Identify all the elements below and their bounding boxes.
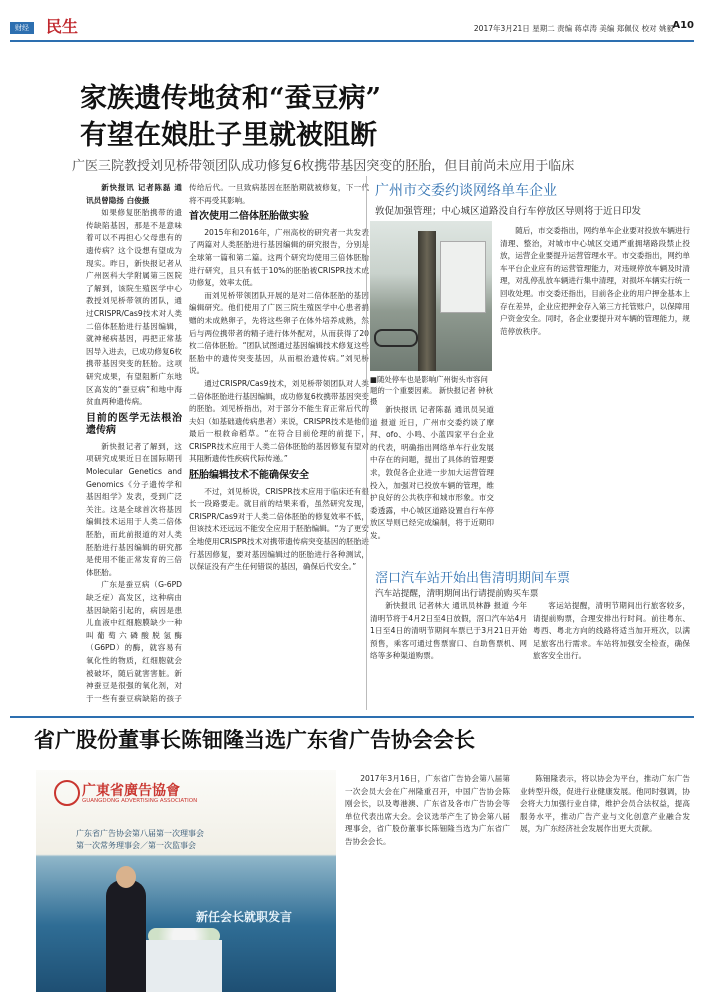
org-name-en: GUANGDONG ADVERTISING ASSOCIATION	[82, 798, 198, 804]
dateline: 2017年3月21日 星期二 责编 蒋卓涛 美编 郑佩仪 校对 姚毅	[473, 24, 674, 33]
paragraph: 陈钿隆表示，将以协会为平台，推动广东广告业转型升级，促进行业健康发展。他同时强调，协会将大力加强行业自律，维护会员合法权益，提高服务水平，推动广告产业与文化创意产业融合发展，为广东经济社会发展作出更大贡献。	[520, 774, 690, 834]
side-article-col1	[370, 404, 494, 554]
building-shape	[440, 241, 486, 313]
page-header	[10, 18, 694, 42]
paragraph: 新快报讯 记者林大 通讯员林静 报道 今年清明节将于4月2日至4日放假，滘口汽车站4月1日至4日的清明节期间车票已于3月21日开始预售，乘客可通过售票窗口、自助售票机、网络等多种渠道购票。	[370, 601, 527, 661]
paragraph: 新快报讯 记者陈磊 通讯员吴道道 报道 近日，广州市交委约谈了摩拜、ofo、小鸣、小蓝四家平台企业的代表，明确指出网络单车行业发展中存在的问题，提出了具体的管理要求，敦促各企业进一步加大运营管理投入，加强对已投放车辆的管理，维护良好的公共秩序和城市形象。市交委透露，中心城区道路设置自行车停放区导则已经完成编制，将于近期印发。	[370, 405, 494, 540]
bottom-article-col1	[345, 773, 510, 997]
subheading: 胚胎编辑技术不能确保安全	[189, 470, 309, 482]
main-article-col1	[86, 182, 182, 702]
org-name: 广東省廣告協會	[82, 783, 180, 799]
section-title: 民生	[46, 17, 79, 36]
banner-line1: 广东省广告协会第八届第一次理事会	[76, 829, 204, 838]
paragraph: 2015年和2016年，广州高校的研究者一共发表了两篇对人类胚胎进行基因编辑的研究报告，分别是全球第一篇和第二篇。这两个研究均使用三倍体胚胎进行研究，且只有低于10%的胚胎被CRISPR技术成功修复，效率太低。	[189, 227, 369, 288]
main-subhead: 广医三院教授刘见桥带领团队成功修复6枚携带基因突变的胚胎，但目前尚未应用于临床	[72, 159, 575, 174]
side2-article-col1	[370, 600, 527, 710]
paragraph: 客运站提醒，清明节期间出行旅客较多，请提前购票，合理安排出行时间。前往粤东、粤西、粤北方向的线路将适当加开班次，以满足旅客出行需求。车站将加强安全检查，确保旅客安全出行。	[533, 601, 690, 661]
side2-article-col2	[533, 600, 690, 710]
byline: 新快报讯 记者陈磊 通讯员曾隐扬 白俊摄	[86, 183, 182, 205]
paragraph: 不过，刘见桥说，CRISPR技术应用于临床还有很长一段路要走。就目前的结果来看，虽然研究发现，CRISPR/Cas9对于人类二倍体胚胎的修复效率不低，但该技术还远远不能安全应用于胚胎编辑。“为了更安全地使用CRISPR技术对携带遗传病突变基因的胚胎进行基因修复，要对基因编辑过的胚胎进行各种测试，以保证没有产生任何错误的基因，确保后代安全。”	[189, 486, 369, 572]
paragraph: 2017年3月16日，广东省广告协会第八届第一次会员大会在广州隆重召开，中国广告协会陈刚会长，以及粤港澳、广东省及各市广告协会等单位代表出席大会。会议选举产生了协会第八届理事会，省广股份董事长陈钿隆当选为广东省广告协会会长。	[345, 774, 510, 846]
speaker-head	[116, 866, 136, 888]
tree-trunk-shape	[418, 231, 436, 371]
headline-line1: 家族遗传地贫和“蚕豆病”	[80, 83, 382, 114]
side-headline-1: 广州市交委约谈网络单车企业	[375, 183, 557, 199]
bicycle-icon	[374, 329, 418, 347]
section-divider	[10, 716, 694, 718]
photo-caption: ■随处停车也是影响广州街头市容问题的一个重要因素。 新快报记者 钟秋 摄	[370, 375, 493, 406]
event-photo	[36, 770, 336, 992]
subheading: 首次使用二倍体胚胎做实验	[189, 211, 309, 223]
headline-line2: 有望在娘肚子里就被阻断	[80, 120, 377, 151]
speaker-figure	[106, 880, 146, 992]
side-subhead-1: 敦促加强管理；中心城区道路没自行车停放区导则将于近日印发	[375, 206, 642, 217]
main-article-col2	[189, 182, 369, 702]
paragraph: 通过CRISPR/Cas9技术，刘见桥带领团队对人类二倍体胚胎进行基因编辑，成功修复6枚携带基因突变的胚胎。刘见桥指出，对于部分不能生育正常后代的夫妇（如基础遗传病患者）来说，CRISPR技术是他们最后一根救命稻草。“在符合目前伦理的前提下，CRISPR技术应用于人类二倍体胚胎的基因修复有望对其阻断遗传性疾病代际传递。”	[189, 378, 369, 464]
paragraph: 广东是蚕豆病（G-6PD缺乏症）高发区，这种病由基因缺陷引起的，病因是患儿血液中红细胞膜缺少一种叫葡萄六磷酸脱氢酶（G6PD）的酶，就容易有氧化性的物质，红细胞就会被破坏，随后就害害脏。新神蚕豆是很强的氧化剂，对于一些有蚕豆病缺陷的孩子	[86, 580, 182, 702]
tag-divider	[36, 18, 42, 36]
paragraph: 新快报记者了解到，这项研究成果近日在国际期刊Molecular Genetics and Genomics《分子遗传学和基因组学》发表，受到广泛关注。这是全球首次将基因编辑技术运用于人类二倍体胚胎，而此前报道的对人类胚胎进行基因编辑的研究都是使用不能正常发育的三倍体胚胎。	[86, 441, 182, 577]
side-subhead-2: 汽车站提醒，清明期间出行请提前购买车票	[375, 589, 539, 599]
main-headline	[80, 80, 680, 154]
page-number: A10	[672, 20, 694, 31]
paragraph: 传给后代。一旦致病基因在胚胎期就被修复，下一代将不再受其影响。	[189, 183, 369, 205]
podium	[146, 940, 222, 992]
subheading: 目前的医学无法根治遗传病	[86, 412, 182, 437]
paragraph: 随后，市交委指出，网约单车企业要对投放车辆进行清理、整治，对城市中心城区交通严重拥堵路段禁止投放，运营企业要提升运营管理水平。市交委指出，网约单车平台企业应有的运营管理能力，对违规停放车辆及时清理，对乱停乱放车辆进行集中清理，对损坏车辆实行统一回收处理。市交委还指出，目前各企业的用户押金基本上存在差异，企业应把押金存入第三方托管账户，以保障用户资金安全。同时，各企业要提升对车辆的管理能力，规范停放秩序。	[500, 226, 690, 336]
bottom-article-col2	[520, 773, 690, 997]
street-photo	[370, 221, 492, 371]
paragraph: 而刘见桥带领团队开展的是对二倍体胚胎的基因编辑研究。他们使用了广医三院生殖医学中心患者捐赠的未成熟卵子，先将这些卵子在体外培养成熟，然后与两位携带者的精子进行体外配对，从而获得了20枚二倍体胚胎。“团队试图通过基因编辑技术修复这些胚胎中的遗传突变基因，从而根治遗传病。”刘见桥说。	[189, 290, 369, 376]
side-headline-2: 滘口汽车站开始出售清明期间车票	[375, 571, 571, 586]
section-tag: 财经	[10, 22, 34, 34]
association-logo-icon	[54, 780, 80, 806]
bottom-headline: 省广股份董事长陈钿隆当选广东省广告协会会长	[34, 727, 475, 752]
side-article-col2	[500, 225, 690, 555]
paragraph: 如果修复胚胎携带的遗传缺陷基因，那是不是意味着可以不再担心父母患有的遗传病？这个设想有望成为现实。昨日，新快报记者从广州医科大学附属第三医院了解到，该院生殖医学中心教授刘见桥带领的团队，通过CRISPR/Cas9技术对人类二倍体胚胎进行基因编辑，就神秘病基因，再把正常基因导入进去，已成功修复6枚携带基因突变的胚胎。这项研究成果，有望阻断广东地区高发的“蚕豆病”和地中海贫血两种遗传病。	[86, 208, 182, 407]
banner-line2: 第一次常务理事会／第一次监事会	[76, 841, 196, 850]
stage-title: 新任会长就职发言	[196, 910, 293, 924]
